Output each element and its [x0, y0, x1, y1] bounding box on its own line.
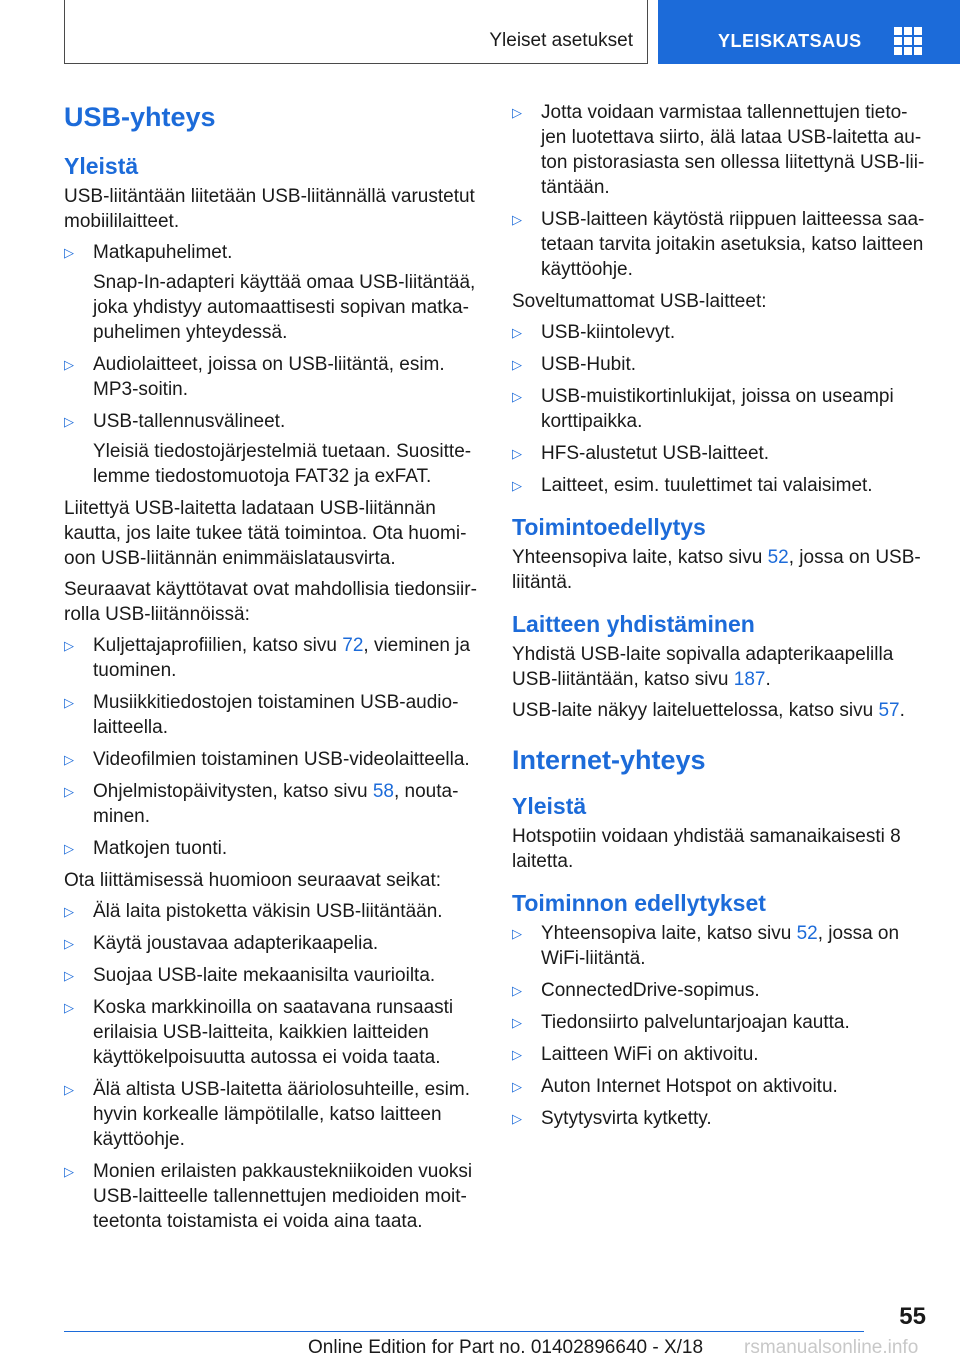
list-item-detail: Yleisiä tiedostojärjestelmiä tuetaan. Suosittelemme tiedostomuotoja FAT32 ja exFAT. [93, 441, 472, 487]
list-item-detail: Snap-In-adapteri käyttää omaa USB-liitäntää, joka yhdistyy automaattisesti sopivan matkapuhelimen yhteydessä. [93, 272, 476, 343]
connect-text: USB-laite näkyy laiteluettelossa, katso sivu 57. [512, 700, 905, 721]
list-item: ▷ Ohjelmistopäivitysten, katso sivu 58, noutaminen. [64, 781, 459, 827]
bullet-triangle-icon: ▷ [64, 904, 74, 919]
bullet-triangle-icon: ▷ [512, 478, 522, 493]
list-item: ▷ USB-kiintolevyt. [512, 322, 676, 343]
heading-connect-device: Laitteen yhdistäminen [512, 611, 755, 637]
heading-prerequisites: Toiminnon edellytykset [512, 890, 766, 916]
considerations-intro: Ota liittämisessä huomioon seuraavat seikat: [64, 870, 442, 891]
section-title: Yleiset asetukset [489, 30, 633, 51]
list-item: ▷ Käytä joustavaa adapterikaapelia. [64, 933, 379, 954]
bullet-triangle-icon: ▷ [64, 752, 74, 767]
heading-general: Yleistä [512, 793, 587, 819]
page-link[interactable]: 72 [342, 635, 364, 656]
list-item: ▷ Koska markkinoilla on saatavana runsaasti erilaisia USB-laitteita, kaikkien laitteiden käyttökelpoisuutta autossa ei voida taata. [64, 997, 454, 1068]
hotspot-text: Hotspotiin voidaan yhdistää samanaikaisesti 8 laitetta. [512, 826, 901, 872]
heading-general: Yleistä [64, 153, 139, 179]
list-item: ▷ Kuljettajaprofiilien, katso sivu 72, vieminen ja tuominen. [64, 635, 471, 681]
bullet-triangle-icon: ▷ [64, 1164, 74, 1179]
chapter-tab[interactable] [658, 0, 960, 64]
bullet-triangle-icon: ▷ [512, 389, 522, 404]
bullet-triangle-icon: ▷ [512, 1015, 522, 1030]
list-item: ▷ Matkapuhelimet. [64, 242, 233, 263]
bullet-triangle-icon: ▷ [512, 1079, 522, 1094]
list-item: ▷ HFS-alustetut USB-laitteet. [512, 443, 770, 464]
heading-internet-connection: Internet-yhteys [512, 745, 706, 775]
list-item: ▷ Sytytysvirta kytketty. [512, 1108, 712, 1129]
bullet-triangle-icon: ▷ [64, 245, 74, 260]
list-item: ▷ Jotta voidaan varmistaa tallennettujen tietojen luotettava siirto, älä lataa USB-laitetta auton pistorasiasta sen ollessa liitettynä USB-liitäntään. [512, 102, 925, 198]
list-item: ▷ Suojaa USB-laite mekaanisilta vaurioilta. [64, 965, 436, 986]
edition-text: Online Edition for Part no. 01402896640 - X/18 [308, 1337, 704, 1358]
left-column [64, 100, 478, 1241]
chapter-label: YLEISKATSAUS [718, 31, 862, 51]
list-item: ▷ Älä altista USB-laitetta ääriolosuhteille, esim. hyvin korkealle lämpötilalle, katso laitteen käyttöohje. [64, 1079, 471, 1150]
charging-note: Liitettyä USB-laitetta ladataan USB-liitännän kautta, jos laite tukee tätä toimintoa. Ota huomioon USB-liitännän enimmäislatausvirta. [64, 498, 467, 569]
list-item: ▷ Musiikkitiedostojen toistaminen USB-audiolaitteella. [64, 692, 459, 738]
bullet-triangle-icon: ▷ [64, 695, 74, 710]
grid-icon [894, 27, 922, 55]
bullet-triangle-icon: ▷ [512, 105, 522, 120]
connect-text: Yhdistä USB-laite sopivalla adapterikaapelilla USB-liitäntään, katso sivu 187. [512, 644, 894, 690]
heading-usb-connection: USB-yhteys [64, 102, 216, 132]
list-item: ▷ USB-Hubit. [512, 354, 637, 375]
list-item: ▷ USB-muistikortinlukijat, joissa on useampi korttipaikka. [512, 386, 894, 432]
header-tab [64, 0, 648, 64]
list-item: ▷ ConnectedDrive-sopimus. [512, 980, 760, 1001]
page-link[interactable]: 187 [733, 669, 766, 690]
list-item: ▷ Videofilmien toistaminen USB-videolaitteella. [64, 749, 470, 770]
bullet-triangle-icon: ▷ [512, 446, 522, 461]
list-item: ▷ USB-tallennusvälineet. [64, 411, 286, 432]
heading-requirement: Toimintoedellytys [512, 514, 706, 540]
bullet-triangle-icon: ▷ [64, 1082, 74, 1097]
list-item: ▷ Laitteet, esim. tuulettimet tai valaisimet. [512, 475, 873, 496]
bullet-triangle-icon: ▷ [512, 325, 522, 340]
bullet-triangle-icon: ▷ [64, 784, 74, 799]
right-column [512, 100, 926, 1138]
requirement-text: Yhteensopiva laite, katso sivu 52, jossa on USB-liitäntä. [512, 547, 921, 593]
page-link[interactable]: 57 [878, 700, 900, 721]
bullet-triangle-icon: ▷ [64, 1000, 74, 1015]
bullet-triangle-icon: ▷ [512, 1111, 522, 1126]
bullet-triangle-icon: ▷ [64, 357, 74, 372]
page-number: 55 [899, 1303, 926, 1330]
list-item: ▷ Älä laita pistoketta väkisin USB-liitäntään. [64, 901, 443, 922]
list-item: ▷ Auton Internet Hotspot on aktivoitu. [512, 1076, 838, 1097]
list-item: ▷ Audiolaitteet, joissa on USB-liitäntä, esim. MP3-soitin. [64, 354, 445, 400]
intro-text: USB-liitäntään liitetään USB-liitännällä varustetut mobiililaitteet. [64, 186, 475, 232]
bullet-triangle-icon: ▷ [64, 936, 74, 951]
bullet-triangle-icon: ▷ [64, 968, 74, 983]
list-item: ▷ Matkojen tuonti. [64, 838, 228, 859]
bullet-triangle-icon: ▷ [64, 414, 74, 429]
list-item: ▷ Laitteen WiFi on aktivoitu. [512, 1044, 759, 1065]
page-link[interactable]: 58 [372, 781, 394, 802]
unsuitable-intro: Soveltumattomat USB-laitteet: [512, 291, 767, 312]
bullet-triangle-icon: ▷ [512, 357, 522, 372]
functions-intro: Seuraavat käyttötavat ovat mahdollisia tiedonsiirrolla USB-liitännöissä: [64, 579, 477, 625]
bullet-triangle-icon: ▷ [512, 983, 522, 998]
watermark: rsmanualsonline.info [744, 1337, 919, 1358]
list-item: ▷ Monien erilaisten pakkaustekniikoiden vuoksi USB-laitteelle tallennettujen medioiden moitteetonta toistamista ei voida aina taata. [64, 1161, 473, 1232]
bullet-triangle-icon: ▷ [64, 841, 74, 856]
bullet-triangle-icon: ▷ [512, 1047, 522, 1062]
list-item: ▷ USB-laitteen käytöstä riippuen laitteessa saatetaan tarvita joitakin asetuksia, katso laitteen käyttöohje. [512, 209, 925, 280]
bullet-triangle-icon: ▷ [64, 638, 74, 653]
list-item: ▷ Yhteensopiva laite, katso sivu 52, jossa on WiFi-liitäntä. [512, 923, 900, 969]
bullet-triangle-icon: ▷ [512, 212, 522, 227]
list-item: ▷ Tiedonsiirto palveluntarjoajan kautta. [512, 1012, 850, 1033]
bullet-triangle-icon: ▷ [512, 926, 522, 941]
footer-divider [64, 1331, 864, 1332]
page-link[interactable]: 52 [767, 547, 789, 568]
page-link[interactable]: 52 [796, 923, 818, 944]
